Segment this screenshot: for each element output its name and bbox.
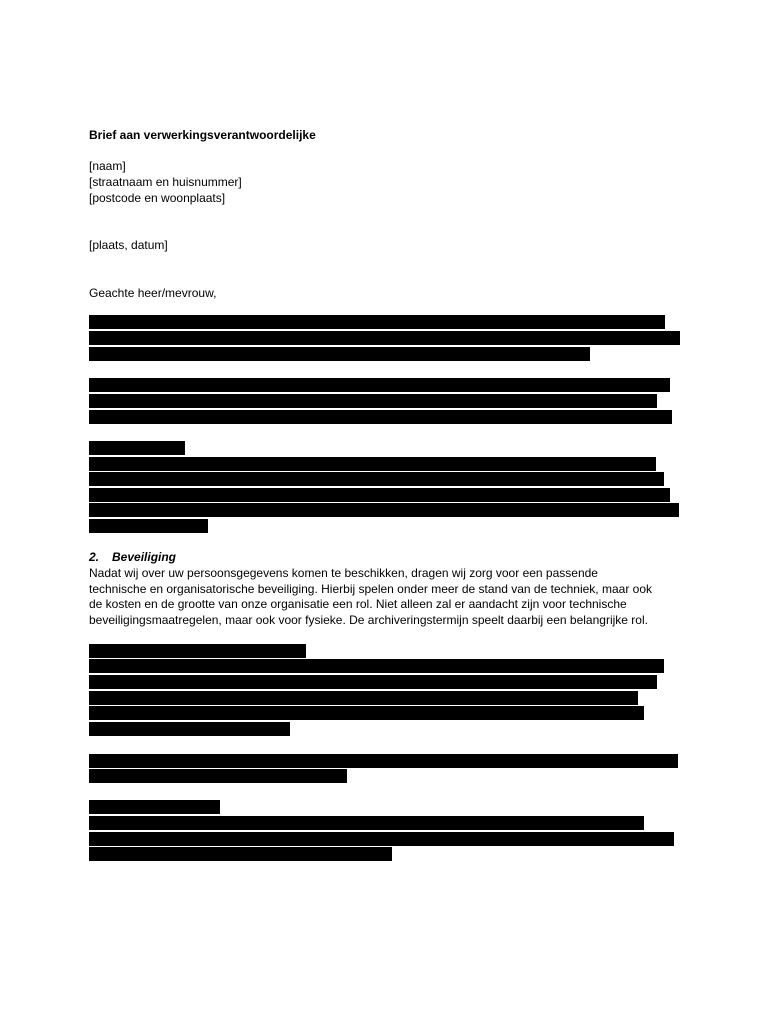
redaction-bar bbox=[89, 519, 208, 533]
redaction-bar bbox=[89, 410, 672, 424]
place-date: [plaats, datum] bbox=[89, 238, 168, 252]
redaction-bar bbox=[89, 816, 644, 830]
section-body bbox=[89, 566, 689, 628]
redaction-bar bbox=[89, 691, 638, 705]
address-street: [straatnaam en huisnummer] bbox=[89, 175, 242, 189]
redaction-bar bbox=[89, 832, 674, 846]
redaction-bar bbox=[89, 441, 185, 455]
section-line: technische en organisatorische beveiliging. Hierbij spelen onder meer de stand van de techniek, maar ook bbox=[89, 581, 652, 596]
redaction-bar bbox=[89, 331, 680, 345]
redaction-bar bbox=[89, 347, 590, 361]
section-line: beveiligingsmaatregelen, maar ook voor fysieke. De archiveringstermijn speelt daarbij een belangrijke rol. bbox=[89, 612, 648, 627]
redaction-bar bbox=[89, 800, 220, 814]
section-line: de kosten en de grootte van onze organisatie een rol. Niet alleen zal er aandacht zijn voor technische bbox=[89, 597, 627, 611]
redaction-bar bbox=[89, 847, 392, 861]
redaction-bar bbox=[89, 769, 347, 783]
redaction-bar bbox=[89, 722, 290, 736]
address-name: [naam] bbox=[89, 159, 126, 173]
redaction-bar bbox=[89, 503, 679, 517]
address-postcode: [postcode en woonplaats] bbox=[89, 191, 226, 205]
redaction-bar bbox=[89, 457, 656, 471]
section-number: 2. bbox=[89, 550, 100, 564]
redaction-bar bbox=[89, 315, 665, 329]
redaction-bar bbox=[89, 659, 664, 673]
redaction-bar bbox=[89, 488, 670, 502]
redaction-bar bbox=[89, 675, 657, 689]
redaction-bar bbox=[89, 754, 678, 768]
redaction-bar bbox=[89, 472, 664, 486]
section-line: Nadat wij over uw persoonsgegevens komen te beschikken, dragen wij zorg voor een passende bbox=[89, 566, 598, 580]
letter-title: Brief aan verwerkingsverantwoordelijke bbox=[89, 128, 316, 142]
section-title: Beveiliging bbox=[112, 550, 177, 564]
redaction-bar bbox=[89, 706, 644, 720]
redaction-bar bbox=[89, 394, 657, 408]
salutation: Geachte heer/mevrouw, bbox=[89, 286, 217, 300]
redaction-bar bbox=[89, 644, 306, 658]
redaction-bar bbox=[89, 378, 670, 392]
